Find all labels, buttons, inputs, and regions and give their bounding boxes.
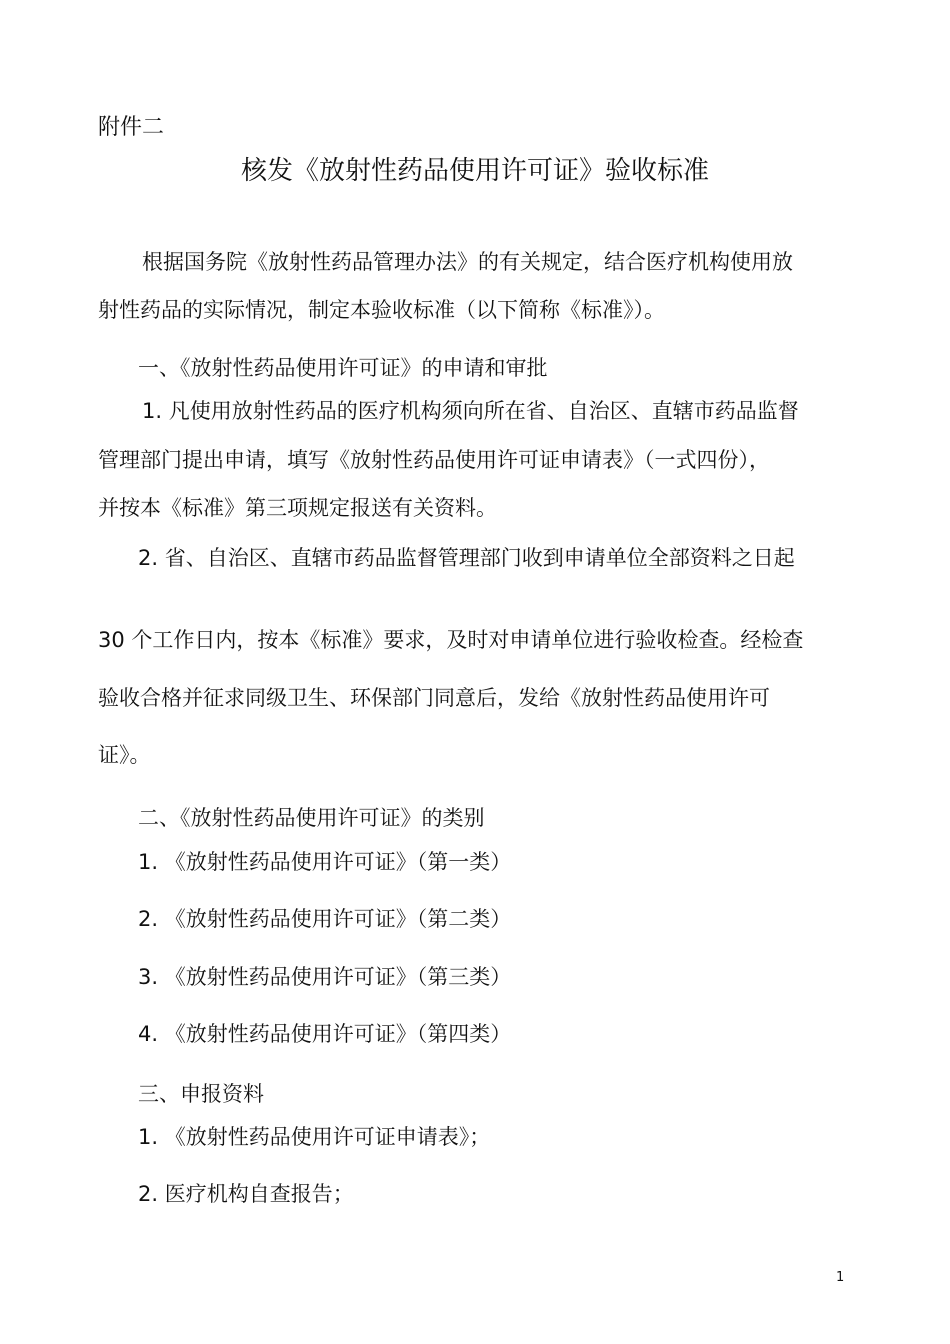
intro-line-2: 射性药品的实际情况，制定本验收标准（以下简称《标准》）。 — [98, 298, 665, 322]
document-title: 核发《放射性药品使用许可证》验收标准 — [240, 156, 709, 186]
section-1-item-2-line-3: 验收合格并征求同级卫生、环保部门同意后，发给《放射性药品使用许可 — [98, 686, 770, 710]
section-1-item-1-line-3: 并按本《标准》第三项规定报送有关资料。 — [98, 496, 497, 520]
section-2-item-3: 3. 《放射性药品使用许可证》（第三类） — [138, 965, 512, 989]
section-2-heading: 二、《放射性药品使用许可证》的类别 — [138, 806, 485, 830]
intro-line-1: 根据国务院《放射性药品管理办法》的有关规定，结合医疗机构使用放 — [142, 250, 793, 274]
section-1-item-1-line-1: 1. 凡使用放射性药品的医疗机构须向所在省、自治区、直辖市药品监督 — [142, 399, 799, 423]
section-2-item-4: 4. 《放射性药品使用许可证》（第四类） — [138, 1022, 512, 1046]
section-3-item-1: 1. 《放射性药品使用许可证申请表》； — [138, 1125, 491, 1149]
section-3-heading: 三、申报资料 — [138, 1082, 264, 1106]
section-1-item-2-line-2: 30 个工作日内，按本《标准》要求，及时对申请单位进行验收检查。经检查 — [98, 628, 804, 652]
section-1-item-2-line-4: 证》。 — [98, 743, 151, 767]
page-number: 1 — [836, 1270, 845, 1285]
section-1-heading: 一、《放射性药品使用许可证》的申请和审批 — [138, 356, 548, 380]
section-2-item-1: 1. 《放射性药品使用许可证》（第一类） — [138, 850, 512, 874]
annex-label: 附件二 — [98, 115, 165, 140]
section-1-item-2-line-1: 2. 省、自治区、直辖市药品监督管理部门收到申请单位全部资料之日起 — [138, 546, 795, 570]
section-2-item-2: 2. 《放射性药品使用许可证》（第二类） — [138, 907, 512, 931]
section-3-item-2: 2. 医疗机构自查报告； — [138, 1182, 354, 1206]
section-1-item-1-line-2: 管理部门提出申请，填写《放射性药品使用许可证申请表》（一式四份）， — [98, 448, 770, 472]
